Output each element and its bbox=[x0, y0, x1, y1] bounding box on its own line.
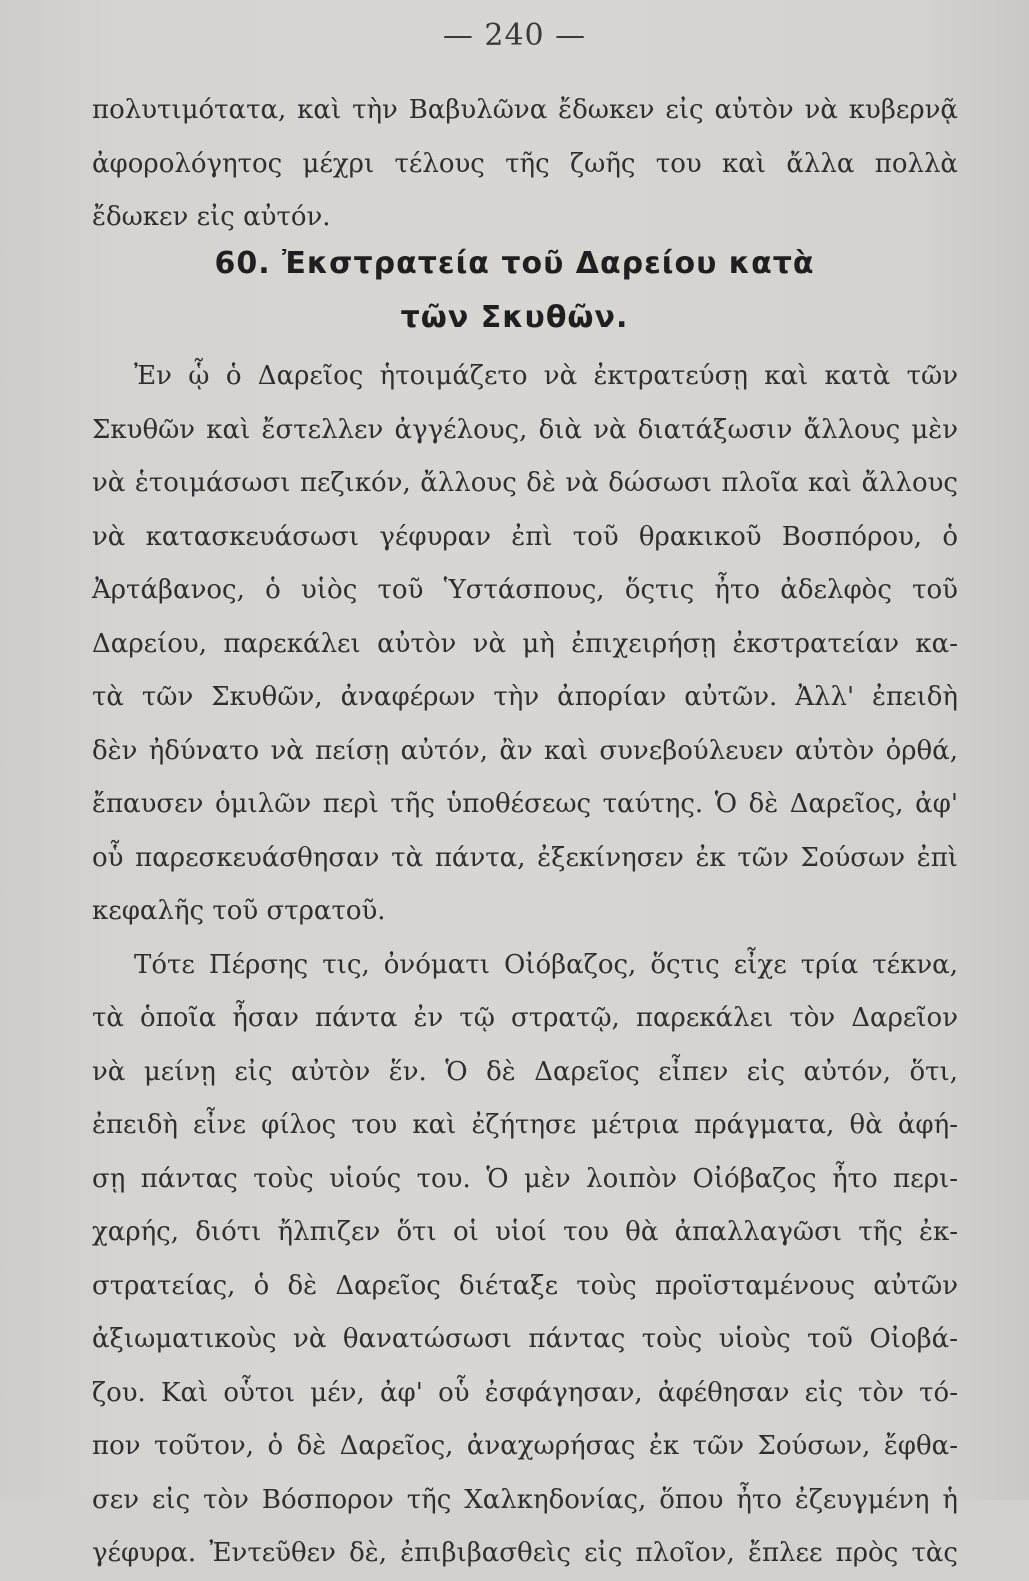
section-body bbox=[92, 350, 958, 1581]
text-line: κεφαλῆς τοῦ στρατοῦ. bbox=[92, 896, 386, 926]
text-line: στρατείας, ὁ δὲ Δαρεῖος διέταξε τοὺς προϊσταμένους αὐτῶν bbox=[92, 1270, 958, 1301]
text-line: οὗ παρεσκευάσθησαν τὰ πάντα, ἐξεκίνησεν ἐκ τῶν Σούσων ἐπὶ bbox=[92, 842, 958, 873]
text-line: Σκυθῶν καὶ ἔστελλεν ἀγγέλους, διὰ νὰ διατάξωσιν ἄλλους μὲν bbox=[92, 414, 958, 445]
text-line: πολυτιμότατα, καὶ τὴν Βαβυλῶνα ἔδωκεν εἰς αὐτὸν νὰ κυβερνᾷ bbox=[92, 95, 958, 125]
text-line: νὰ μείνῃ εἰς αὐτὸν ἕν. Ὁ δὲ Δαρεῖος εἶπεν εἰς αὐτόν, ὅτι, bbox=[92, 1056, 958, 1087]
page-number: — 240 — bbox=[442, 18, 587, 53]
text-line: νὰ ἑτοιμάσωσι πεζικόν, ἄλλους δὲ νὰ δώσωσι πλοῖα καὶ ἄλλους bbox=[92, 468, 958, 498]
text-line: γέφυρα. Ἐντεῦθεν δὲ, ἐπιβιβασθεὶς εἰς πλοῖον, ἔπλεε πρὸς τὰς bbox=[92, 1538, 958, 1568]
text-line: σεν εἰς τὸν Βόσπορον τῆς Χαλκηδονίας, ὅπου ἦτο ἐζευγμένη ἡ bbox=[92, 1484, 958, 1515]
section-heading-line-2: τῶν Σκυθῶν. bbox=[400, 300, 629, 335]
text-line: δὲν ἠδύνατο νὰ πείσῃ αὐτόν, ἂν καὶ συνεβούλευεν αὐτὸν ὀρθά, bbox=[92, 735, 958, 766]
text-line: ἐπειδὴ εἶνε φίλος του καὶ ἐζήτησε μέτρια πράγματα, θὰ ἀφή- bbox=[92, 1110, 958, 1140]
text-line: σῃ πάντας τοὺς υἱούς του. Ὁ μὲν λοιπὸν Οἰόβαζος ἦτο περι- bbox=[92, 1163, 958, 1194]
text-line: Τότε Πέρσης τις, ὀνόματι Οἰόβαζος, ὅςτις εἶχε τρία τέκνα, bbox=[134, 949, 958, 980]
text-line: ἔδωκεν εἰς αὐτόν. bbox=[92, 202, 331, 232]
section-heading-line-1: 60. Ἐκστρατεία τοῦ Δαρείου κατὰ bbox=[214, 246, 815, 281]
text-line: πον τοῦτον, ὁ δὲ Δαρεῖος, ἀναχωρήσας ἐκ τῶν Σούσων, ἔφθα- bbox=[92, 1431, 958, 1461]
text-line: χαρής, διότι ἤλπιζεν ὅτι οἱ υἱοί του θὰ ἀπαλλαγῶσι τῆς ἐκ- bbox=[92, 1217, 958, 1247]
text-line: Ἐν ᾧ ὁ Δαρεῖος ἡτοιμάζετο νὰ ἐκτρατεύσῃ καὶ κατὰ τῶν bbox=[134, 361, 958, 391]
text-line: Δαρείου, παρεκάλει αὐτὸν νὰ μὴ ἐπιχειρήσῃ ἐκστρατείαν κα- bbox=[92, 628, 958, 659]
text-line: ἀξιωματικοὺς νὰ θανατώσωσι πάντας τοὺς υἱοὺς τοῦ Οἰοβά- bbox=[92, 1324, 958, 1354]
text-line: Ἀρτάβανος, ὁ υἱὸς τοῦ Ὑστάσπους, ὅςτις ἦτο ἀδελφὸς τοῦ bbox=[92, 575, 958, 605]
text-line: νὰ κατασκευάσωσι γέφυραν ἐπὶ τοῦ θρακικοῦ Βοσπόρου, ὁ bbox=[92, 521, 958, 552]
text-line: ἔπαυσεν ὁμιλῶν περὶ τῆς ὑποθέσεως ταύτης. Ὁ δὲ Δαρεῖος, ἀφ' bbox=[92, 789, 958, 819]
text-line: ἀφορολόγητος μέχρι τέλους τῆς ζωῆς του καὶ ἄλλα πολλὰ bbox=[92, 148, 958, 179]
opening-paragraph bbox=[92, 84, 958, 245]
text-line: τὰ τῶν Σκυθῶν, ἀναφέρων τὴν ἀπορίαν αὐτῶν. Ἀλλ' ἐπειδὴ bbox=[92, 682, 958, 712]
text-line: τὰ ὁποῖα ἦσαν πάντα ἐν τῷ στρατῷ, παρεκάλει τὸν Δαρεῖον bbox=[92, 1003, 958, 1033]
text-line: ζου. Καὶ οὗτοι μέν, ἀφ' οὗ ἐσφάγησαν, ἀφέθησαν εἰς τὸν τό- bbox=[92, 1377, 958, 1408]
